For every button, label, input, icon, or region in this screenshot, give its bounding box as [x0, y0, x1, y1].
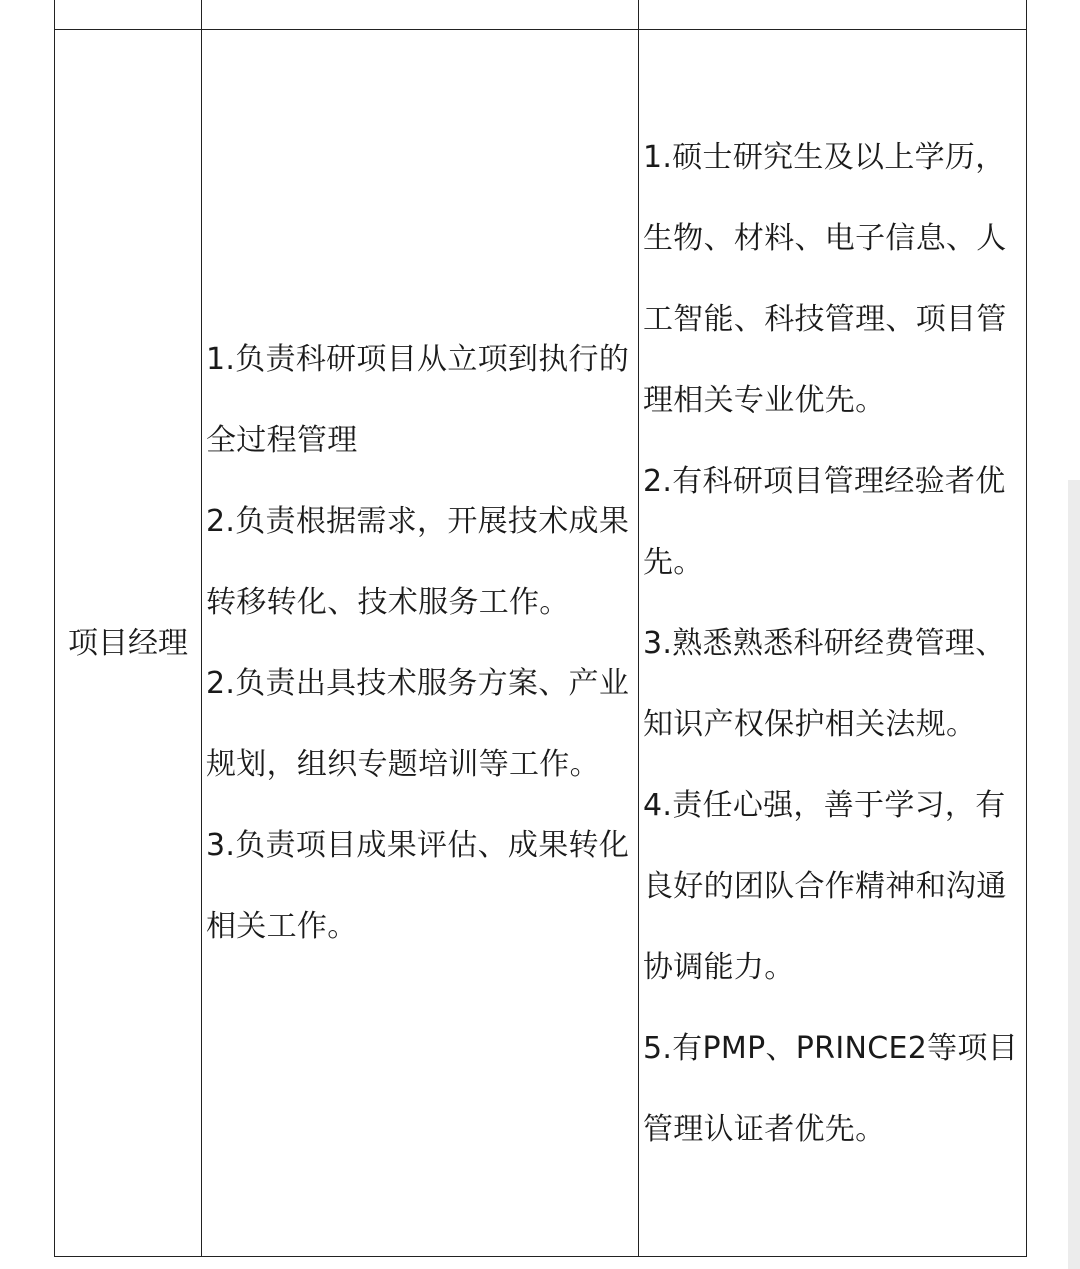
requirement-item: 2.有科研项目管理经验者优先。 [643, 463, 1006, 580]
position-title-cell [55, 30, 202, 1257]
requirement-item: 5.有PMP、PRINCE2等项目管理认证者优先。 [643, 1030, 1019, 1147]
requirement-item: 4.责任心强，善于学习，有良好的团队合作精神和沟通协调能力。 [643, 787, 1007, 985]
table-row [55, 30, 1027, 1257]
duty-item: 3.负责项目成果评估、成果转化相关工作。 [206, 828, 630, 944]
table-cell [639, 0, 1027, 30]
requirements-cell [639, 30, 1027, 1257]
requirement-item: 1.硕士研究生及以上学历，生物、材料、电子信息、人工智能、科技管理、项目管理相关专业优先。 [643, 139, 1007, 418]
duty-item: 2.负责出具技术服务方案、产业规划，组织专题培训等工作。 [206, 666, 630, 782]
table-cell [55, 0, 202, 30]
duties-cell [202, 30, 639, 1257]
requirements-list [639, 117, 1026, 1170]
table-cell [202, 0, 639, 30]
job-table-grid [54, 0, 1027, 1257]
table-row-previous [55, 0, 1027, 30]
requirement-item: 3.熟悉熟悉科研经费管理、知识产权保护相关法规。 [643, 625, 1006, 742]
duties-list [202, 319, 638, 967]
duty-item: 2.负责根据需求，开展技术成果转移转化、技术服务工作。 [206, 504, 630, 620]
position-title: 项目经理 [68, 625, 188, 661]
job-table [54, 0, 1026, 1257]
scrollbar-track[interactable] [1068, 480, 1080, 1269]
duty-item: 1.负责科研项目从立项到执行的全过程管理 [206, 342, 630, 458]
